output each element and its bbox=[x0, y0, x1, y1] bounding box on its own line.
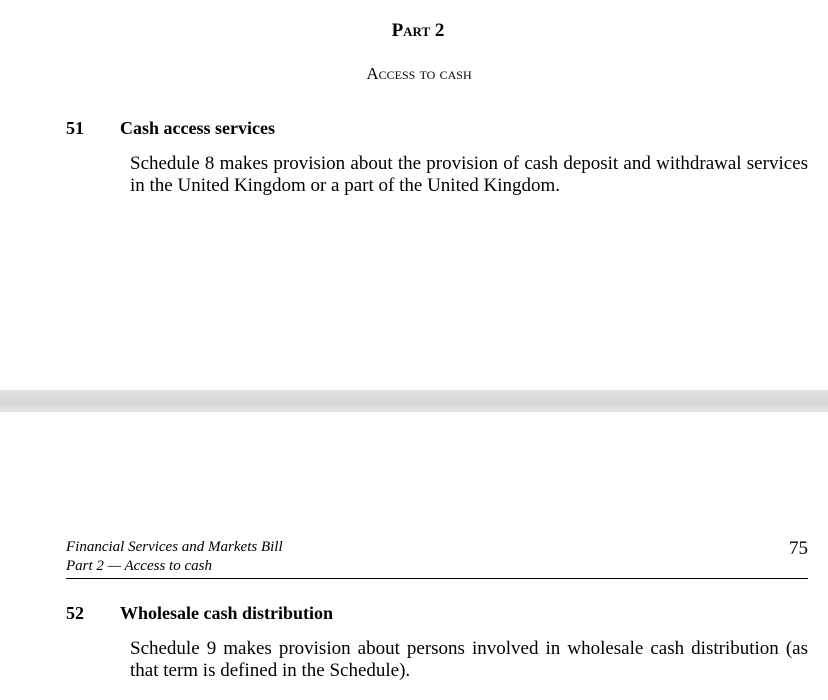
page-divider bbox=[0, 390, 828, 412]
page-number: 75 bbox=[789, 538, 808, 559]
section-number: 52 bbox=[66, 603, 84, 623]
section-number: 51 bbox=[66, 118, 84, 138]
part-subheading: Access to cash bbox=[366, 64, 472, 83]
header-rule bbox=[66, 578, 808, 579]
section-body: Schedule 8 makes provision about the provision of cash deposit and withdrawal services in the United Kingdom or a part of the United Kingdom. bbox=[130, 153, 808, 196]
section-title: Wholesale cash distribution bbox=[120, 603, 334, 623]
running-header-part: Part 2 — Access to cash bbox=[66, 558, 212, 574]
part-heading: Part 2 bbox=[391, 20, 445, 41]
running-header-title: Financial Services and Markets Bill bbox=[66, 539, 283, 555]
section-title: Cash access services bbox=[120, 118, 275, 138]
section-body: Schedule 9 makes provision about persons involved in wholesale cash distribution (as that term is defined in the Schedule). bbox=[130, 638, 808, 681]
